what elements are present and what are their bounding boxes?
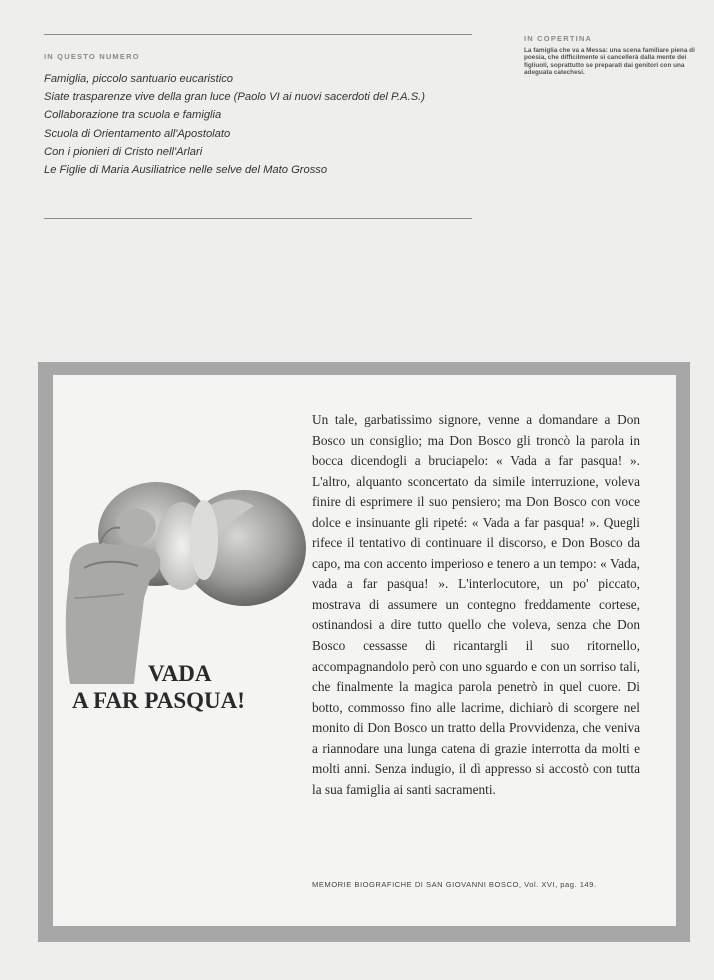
index-item: Le Figlie di Maria Ausiliatrice nelle selve del Mato Grosso [44,163,328,176]
index-item: Siate trasparenze vive della gran luce (Paolo VI ai nuovi sacerdoti del P.A.S.) [44,91,426,104]
cover-label: IN COPERTINA [524,34,593,43]
cover-section [524,34,700,77]
hand-with-bread-illustration [64,448,309,684]
article-citation: MEMORIE BIOGRAFICHE DI SAN GIOVANNI BOSCO, Vol. XVI, pag. 149. [312,880,597,889]
article-title-line-2: A FAR PASQUA! [72,688,245,713]
article-title [60,660,290,714]
index-bottom-rule [44,218,472,219]
index-list [44,72,472,177]
article-body: Un tale, garbatissimo signore, venne a domandare a Don Bosco un consiglio; ma Don Bosco gli troncò la parola in bocca dicendogli a bruciapelo: « Vada a far pasqua! ». L'altro, alquanto sconcertato da simile interruzione, voleva finire di esprimere il suo pensiero; ma Don Bosco con voce dolce e insinuante gli ripeté: « Vada a far pasqua! ». Quegli rifece il tentativo di continuare il discorso, e Don Bosco da capo, ma con accento imperioso e tenero a un tempo: « Vada, vada a far pasqua! ». L'interlocutore, un po' piccato, mostrava di assumere un contegno freddamente cortese, ostinandosi a dire tutto quello che voleva, senza che Don Bosco cessasse di ricantargli il suo ritornello, accompagnandolo però con uno sguardo e con un sorriso tali, che finalmente la magica parola penetrò in quel cuore. Di botto, commosso fino alle lacrime, dichiarò di scorgere nel monito di Don Bosco un tratto della Provvidenza, che veniva a riannodare una lunga catena di grazie interrotta da molti e molti anni. Senza indugio, il dì appresso si accostò con tutta la sua famiglia ai santi sacramenti. [312,412,640,797]
index-item: Con i pionieri di Cristo nell'Arlari [44,145,203,158]
cover-text: La famiglia che va a Messa: una scena familiare piena di poesia, che difficilmente si cancellerà dalla mente dei figliuoli, soprattutto se preparati dai genitori con una adeguata catechesi. [524,47,695,77]
index-item: Scuola di Orientamento all'Apostolato [44,127,231,140]
article-title-line-1: VADA [148,661,212,686]
index-label: IN QUESTO NUMERO [44,52,140,61]
index-item: Collaborazione tra scuola e famiglia [44,109,222,122]
index-item: Famiglia, piccolo santuario eucaristico [44,73,234,85]
index-section [44,34,472,181]
